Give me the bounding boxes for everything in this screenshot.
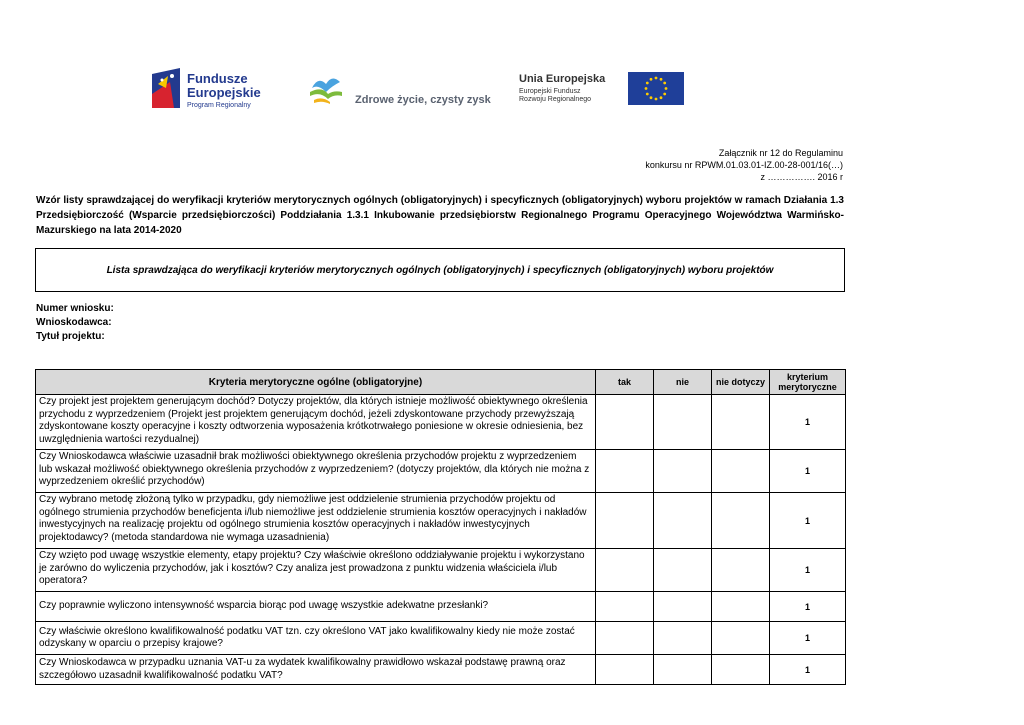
row-yes-cell[interactable] (596, 655, 654, 685)
fe-line2: Europejskie (187, 85, 261, 100)
row-na-cell[interactable] (712, 592, 770, 622)
row-criterion-value: 1 (770, 549, 846, 592)
row-yes-cell[interactable] (596, 622, 654, 655)
annex-info (645, 147, 843, 183)
header-yes: tak (596, 370, 654, 395)
row-question: Czy wybrano metodę złożoną tylko w przypadku, gdy niemożliwe jest oddzielenie strumienia przychodów projektu od ogólnego strumienia przychodów beneficjenta i/lub niemożliwe jest oddzielenie strumienia kosztów operacyjnych i nakładów inwestycyjnych na realizację projektu od ogólnego strumienia kosztów operacyjnych i nakładów inwestycyjnych projektodawcy? (metoda standardowa nie wymaga uzasadnienia) (36, 493, 596, 549)
table-row (36, 592, 846, 622)
row-question: Czy poprawnie wyliczono intensywność wsparcia biorąc pod uwagę wszystkie adekwatne przesłanki? (36, 592, 596, 622)
application-number-label: Numer wniosku: (36, 303, 114, 314)
table-row (36, 450, 846, 493)
warmia-mazury-logo (308, 72, 493, 112)
row-criterion-value: 1 (770, 592, 846, 622)
criteria-table (35, 369, 846, 685)
project-title-label: Tytuł projektu: (36, 331, 105, 342)
annex-line2: konkursu nr RPWM.01.03.01-IZ.00-28-001/16(…) (645, 160, 843, 170)
annex-line1: Załącznik nr 12 do Regulaminu (718, 148, 843, 158)
row-no-cell[interactable] (654, 592, 712, 622)
row-question: Czy Wnioskodawca właściwie uzasadnił brak możliwości obiektywnego określenia przychodów projektu z wyprzedzeniem lub wskazał możliwość obiektywnego określenia przychodów z wyprzedzeniem? (dotyczy projektów, dla których nie można z wyprzedzeniem określić przychodów) (36, 450, 596, 493)
table-row (36, 655, 846, 685)
fundusze-europejskie-logo (152, 68, 277, 110)
unia-europejska-logo (519, 72, 685, 108)
row-no-cell[interactable] (654, 549, 712, 592)
eu-flag-icon (628, 72, 684, 105)
row-yes-cell[interactable] (596, 395, 654, 450)
row-yes-cell[interactable] (596, 592, 654, 622)
header-not-applicable: nie dotyczy (712, 370, 770, 395)
ue-line2: Europejski Fundusz (519, 88, 581, 95)
table-row (36, 549, 846, 592)
applicant-label: Wnioskodawca: (36, 317, 112, 328)
row-na-cell[interactable] (712, 549, 770, 592)
row-na-cell[interactable] (712, 622, 770, 655)
row-criterion-value: 1 (770, 493, 846, 549)
fe-line1: Fundusze (187, 71, 248, 86)
row-no-cell[interactable] (654, 395, 712, 450)
row-na-cell[interactable] (712, 395, 770, 450)
fe-line3: Program Regionalny (187, 102, 251, 109)
document-title: Wzór listy sprawdzającej do weryfikacji kryteriów merytorycznych ogólnych (obligatoryjnych) i specyficznych (obligatoryjnych) wyboru projektów w ramach Działania 1.3 Przedsiębiorczość (Wsparcie przedsiębiorczości) Poddziałania 1.3.1 Inkubowanie przedsiębiorstw Regionalnego Programu Operacyjnego Województwa Warmińsko-Mazurskiego na lata 2014-2020 (36, 195, 844, 236)
row-no-cell[interactable] (654, 622, 712, 655)
checklist-heading: Lista sprawdzająca do weryfikacji kryteriów merytorycznych ogólnych (obligatoryjnych) i specyficznych (obligatoryjnych) wyboru projektów (106, 264, 774, 276)
row-question: Czy właściwie określono kwalifikowalność podatku VAT tzn. czy określono VAT jako kwalifikowalny kiedy nie może zostać odzyskany w oparciu o przepisy krajowe? (36, 622, 596, 655)
header-criterion: kryterium merytoryczne (770, 370, 846, 395)
row-criterion-value: 1 (770, 622, 846, 655)
table-row (36, 395, 846, 450)
ue-line3: Rozwoju Regionalnego (519, 96, 591, 103)
row-no-cell[interactable] (654, 655, 712, 685)
row-yes-cell[interactable] (596, 549, 654, 592)
row-question: Czy projekt jest projektem generującym dochód? Dotyczy projektów, dla których istnieje możliwość obiektywnego określenia przychodu z wyprzedzeniem (Projekt jest projektem generującym dochód, jeżeli zdyskontowane przychody przewyższają zdyskontowane koszty operacyjne i koszty odtworzenia wyposażenia krótkotrwałego poniesione w okresie odniesienia, bez uwzględnienia wartości rezydualnej) (36, 395, 596, 450)
row-yes-cell[interactable] (596, 450, 654, 493)
row-criterion-value: 1 (770, 450, 846, 493)
annex-line3: z ……………. 2016 r (760, 172, 843, 182)
header-no: nie (654, 370, 712, 395)
row-yes-cell[interactable] (596, 493, 654, 549)
application-fields (36, 302, 114, 344)
row-na-cell[interactable] (712, 450, 770, 493)
row-criterion-value: 1 (770, 395, 846, 450)
row-no-cell[interactable] (654, 450, 712, 493)
warmia-mazury-mark-icon (308, 72, 344, 108)
checklist-heading-box (35, 248, 845, 292)
row-question: Czy Wnioskodawca w przypadku uznania VAT-u za wydatek kwalifikowalny prawidłowo wskazał podstawę prawną oraz szczegółowo uzasadnił kwalifikowalność podatku VAT? (36, 655, 596, 685)
row-criterion-value: 1 (770, 655, 846, 685)
table-row (36, 493, 846, 549)
wm-slogan: Zdrowe życie, czysty zysk (355, 94, 491, 106)
row-question: Czy wzięto pod uwagę wszystkie elementy, etapy projektu? Czy właściwie określono oddziaływanie projektu i wykorzystano je zarówno do wyliczenia przychodów, jak i kosztów? Czy analiza jest prowadzona z punktu widzenia właściciela i/lub operatora? (36, 549, 596, 592)
row-na-cell[interactable] (712, 655, 770, 685)
header-criteria: Kryteria merytoryczne ogólne (obligatoryjne) (36, 370, 596, 395)
row-na-cell[interactable] (712, 493, 770, 549)
row-no-cell[interactable] (654, 493, 712, 549)
table-header-row (36, 370, 846, 395)
ue-line1: Unia Europejska (519, 73, 606, 85)
fe-flag-icon (152, 68, 180, 108)
table-row (36, 622, 846, 655)
